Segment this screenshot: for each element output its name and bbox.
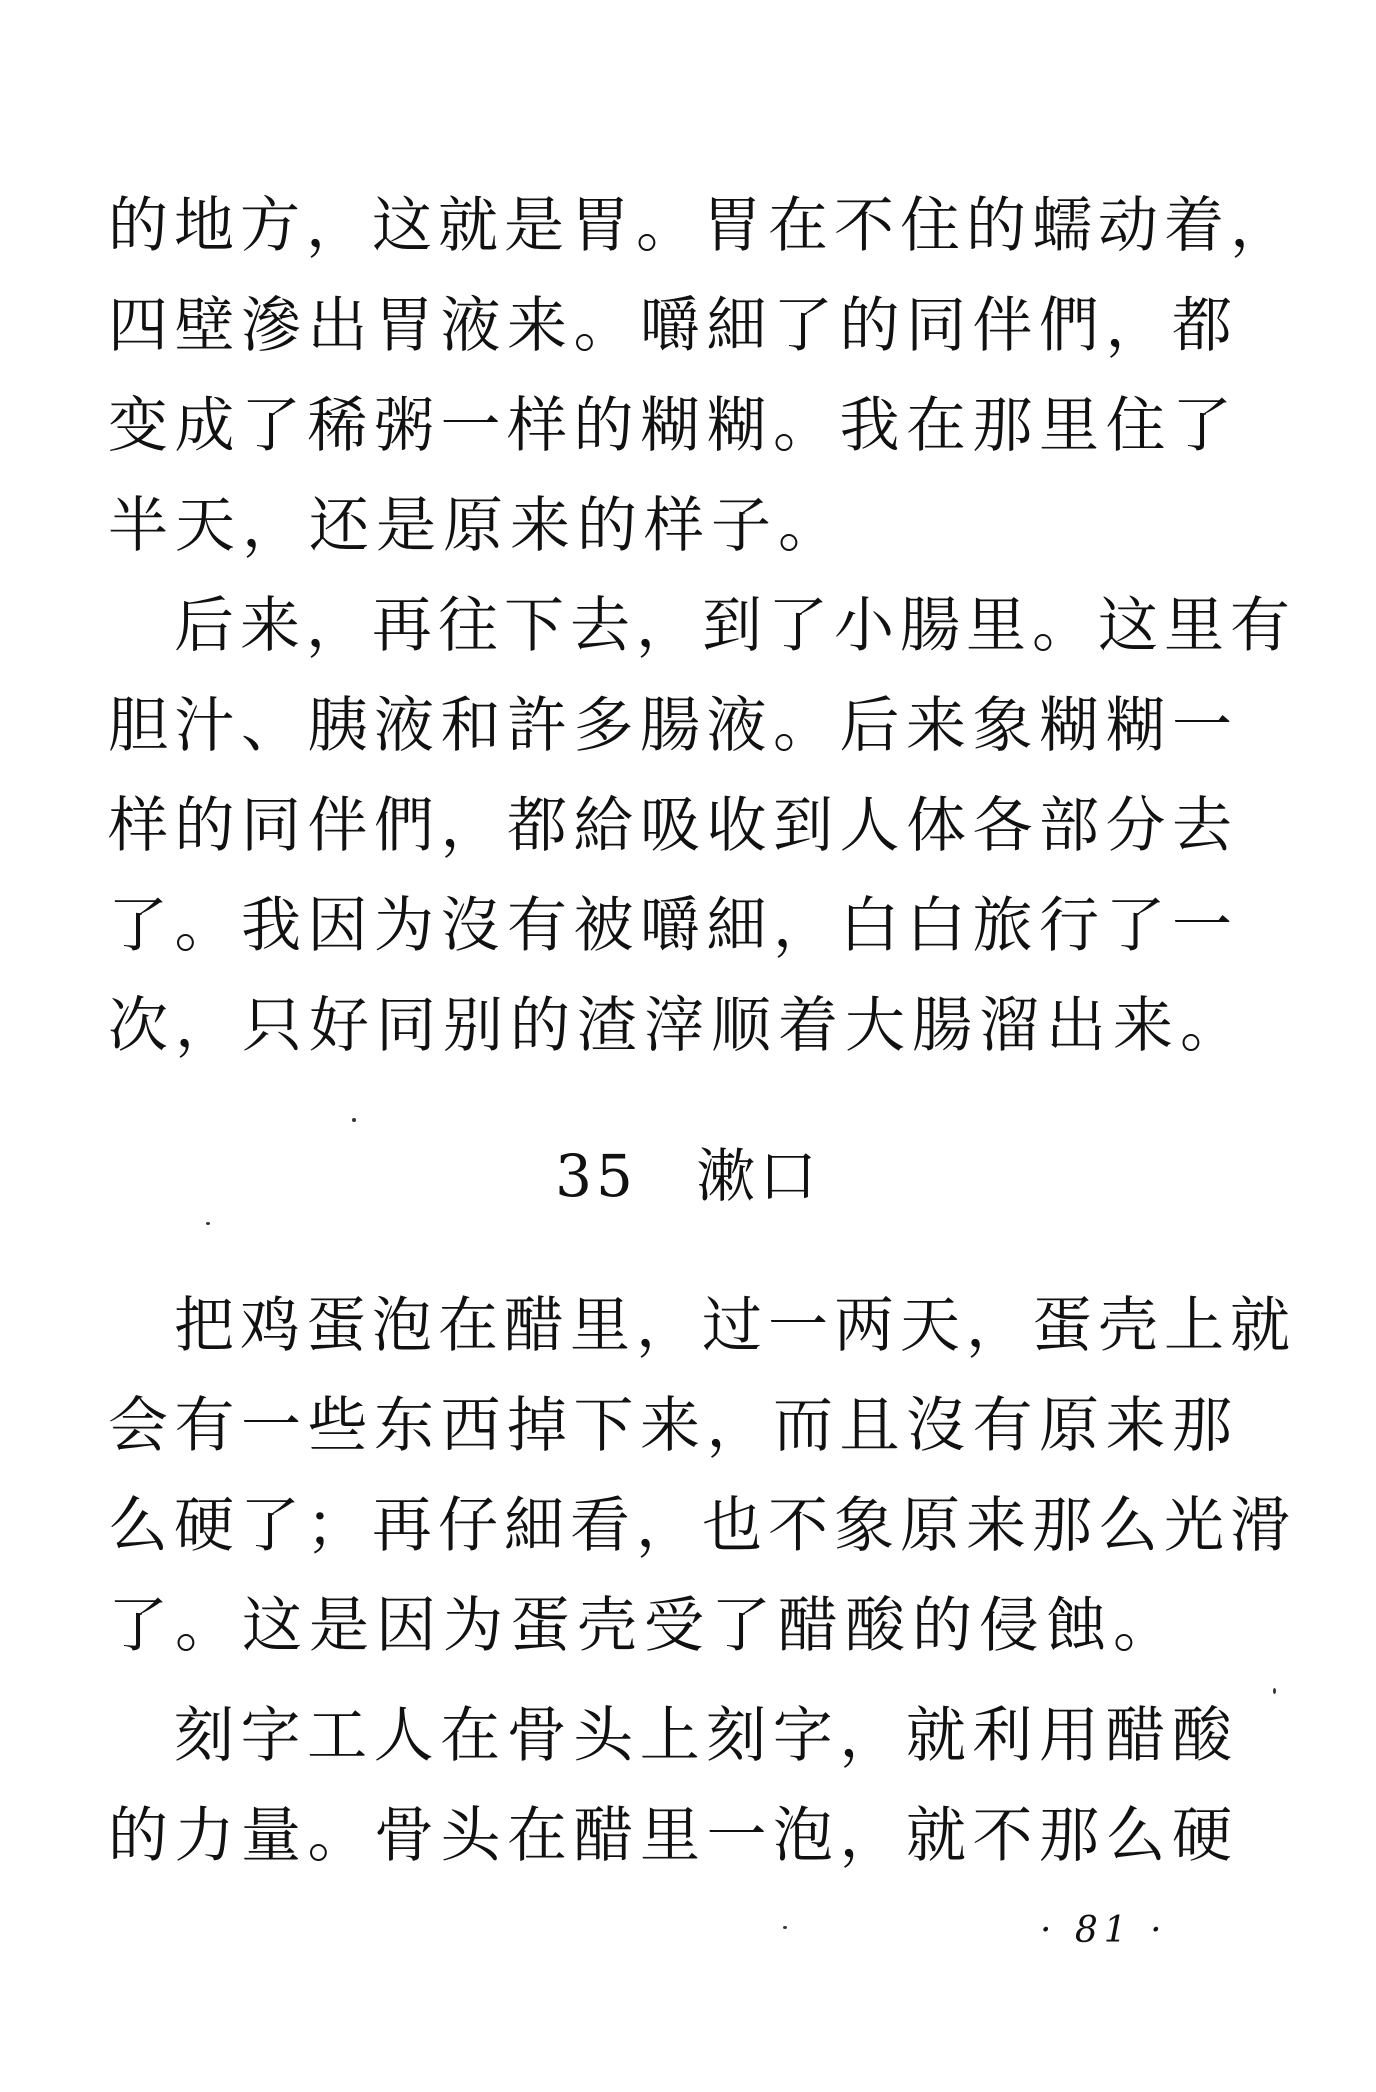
text-line: 了。我因为沒有被嚼細，白白旅行了一 [108,891,1238,961]
scan-speck [206,1222,210,1225]
text-line: 后来，再往下去，到了小腸里。这里有 [174,591,1296,661]
text-line: 样的同伴們，都給吸收到人体各部分去 [108,791,1238,861]
text-line: 刻字工人在骨头上刻字，就利用醋酸 [174,1701,1238,1771]
text-line: 半天，还是原来的样子。 [108,491,845,561]
text-line: 会有一些东西掉下来，而且沒有原来那 [108,1391,1238,1461]
section-number: 35 [555,1142,637,1210]
text-line: 的力量。骨头在醋里一泡，就不那么硬 [108,1801,1238,1871]
text-line: 变成了稀粥一样的糊糊。我在那里住了 [108,391,1238,461]
text-line: 把鸡蛋泡在醋里，过一两天，蛋壳上就 [174,1291,1296,1361]
scan-speck [352,1118,356,1122]
text-line: 四壁滲出胃液来。嚼細了的同伴們，都 [108,291,1238,361]
text-line: 了。这是因为蛋壳受了醋酸的侵蝕。 [108,1591,1180,1661]
section-heading [0,1140,1376,1212]
page-number: · 81 · [1040,1910,1168,1951]
section-title: 漱口 [696,1142,821,1210]
text-line: 的地方，这就是胃。胃在不住的蠕动着， [108,191,1296,261]
scan-speck [1273,1688,1276,1694]
text-line: 次，只好同别的渣滓顺着大腸溜出来。 [108,991,1247,1061]
scan-speck [783,1926,787,1929]
text-line: 么硬了；再仔細看，也不象原来那么光滑 [108,1491,1296,1561]
text-line: 胆汁、胰液和許多腸液。后来象糊糊一 [108,691,1238,761]
